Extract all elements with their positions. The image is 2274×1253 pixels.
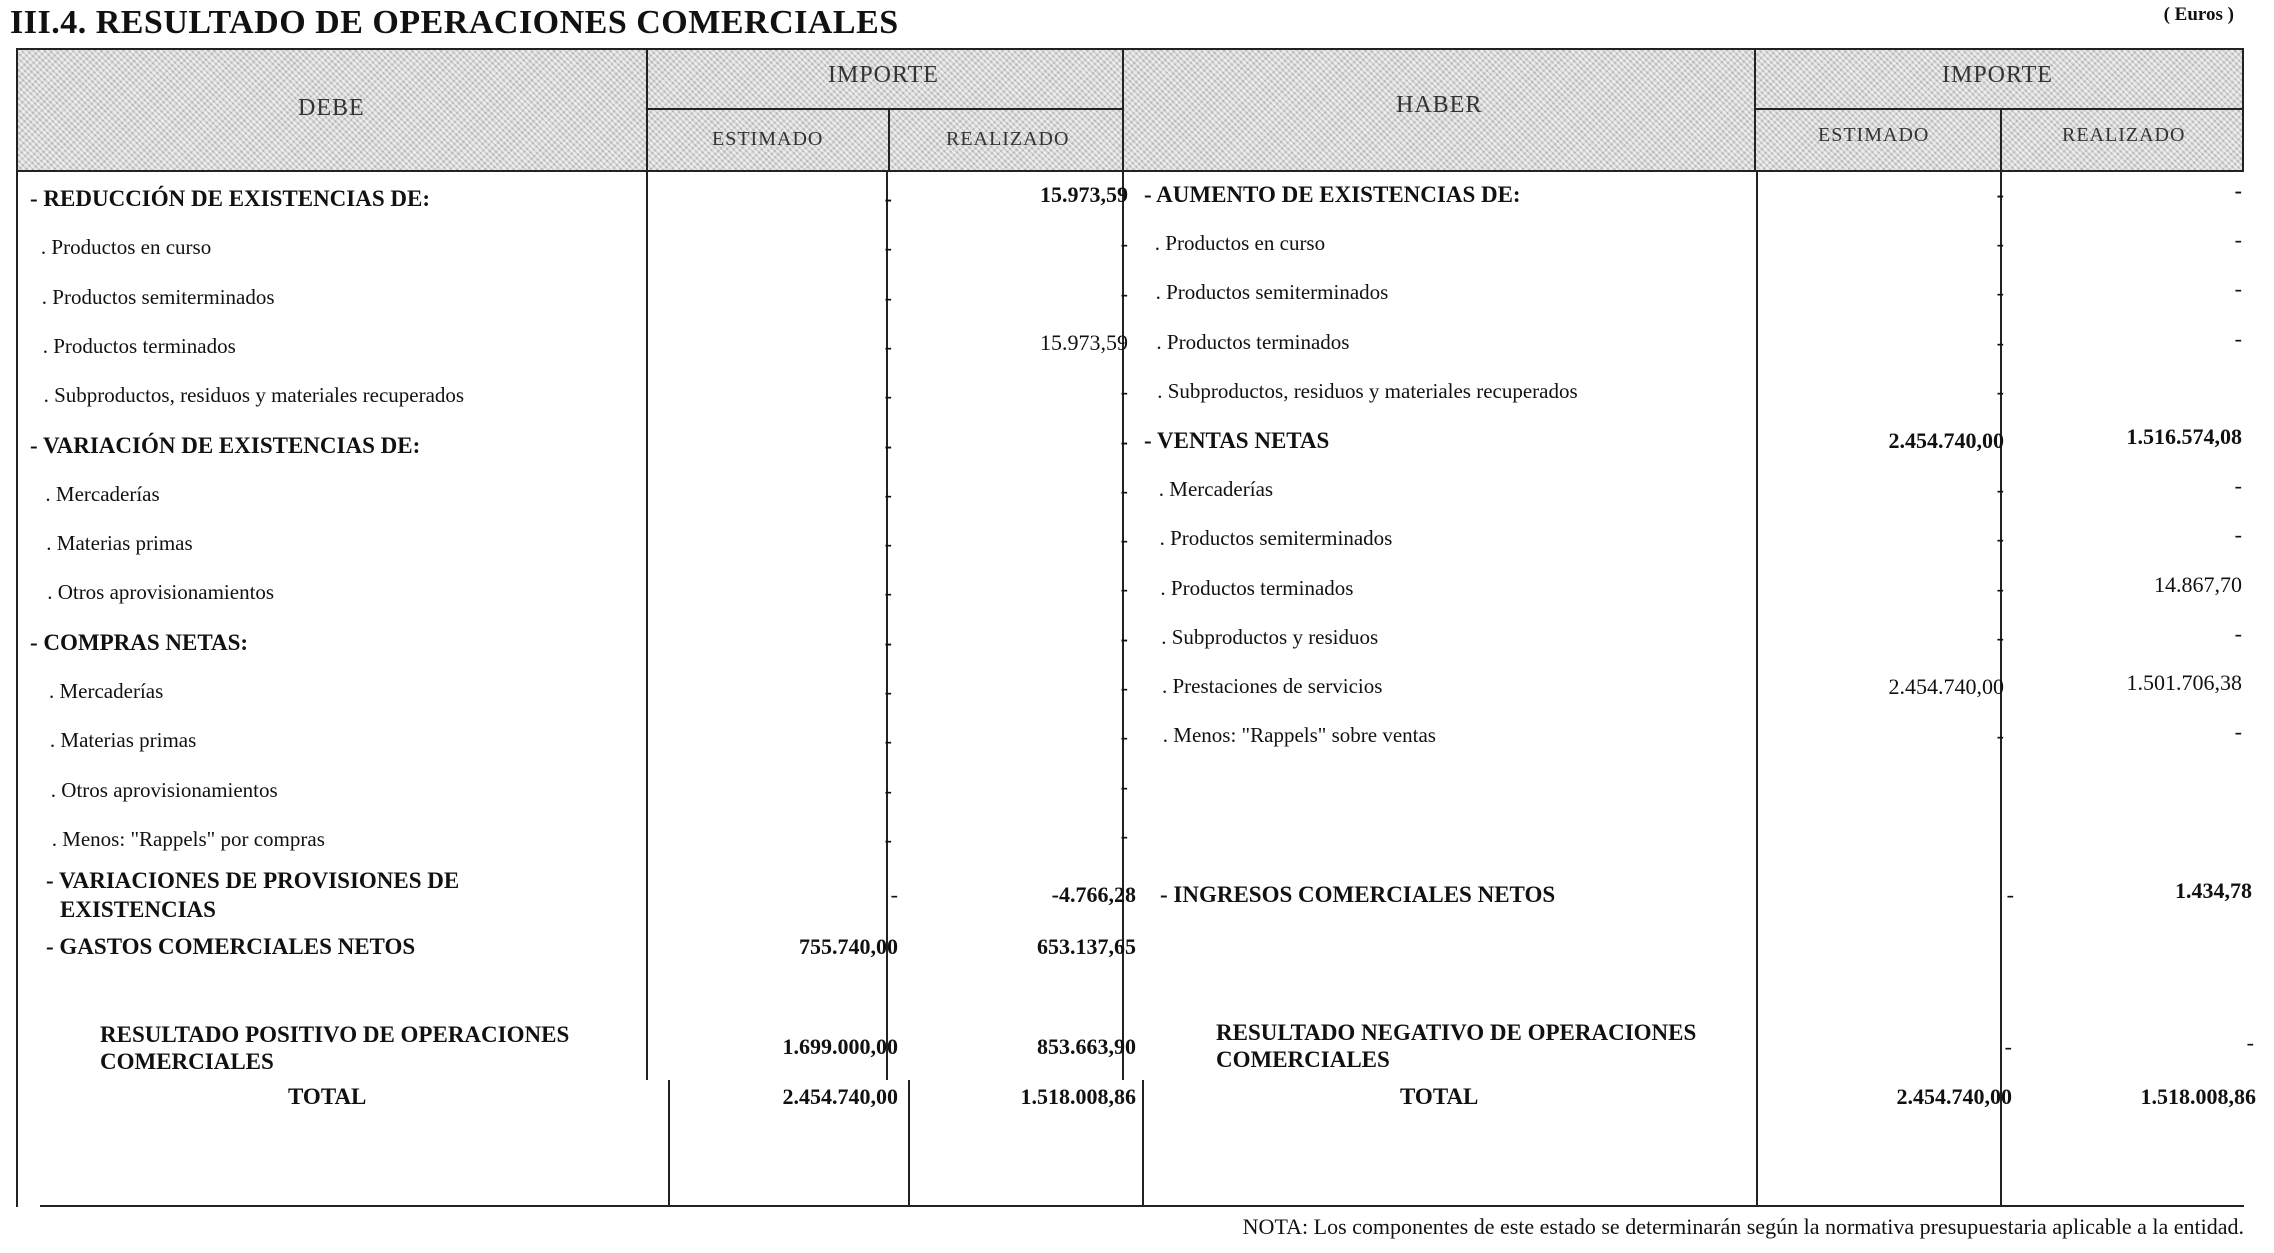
header-debe-importe — [646, 48, 1124, 172]
haber-row-label: - VENTAS NETAS — [1144, 428, 1330, 453]
debe-row-label: . Materias primas — [49, 728, 197, 753]
debe-row-label: . Productos terminados — [42, 333, 236, 358]
header-importe-divider-2 — [1756, 108, 2242, 110]
haber-row-realizado: - — [2234, 522, 2242, 548]
haber-row-realizado: - — [2234, 276, 2242, 302]
haber-row-realizado: - — [2234, 227, 2242, 253]
haber-row-realizado: - — [2234, 719, 2242, 745]
col-line-debe-realizado-lower — [668, 1080, 670, 1205]
debe-gastos-label: - GASTOS COMERCIALES NETOS — [46, 934, 416, 959]
haber-total-label: TOTAL — [1400, 1084, 1479, 1109]
haber-row-realizado: - — [2234, 325, 2242, 351]
haber-row-label: . Menos: "Rappels" sobre ventas — [1162, 723, 1436, 748]
debe-provisiones-realizado: -4.766,28 — [1051, 882, 1136, 907]
haber-ingresos-realizado: 1.434,78 — [2175, 878, 2252, 903]
haber-resultado-estimado: - — [2004, 1034, 2012, 1059]
debe-row-realizado: - — [1120, 724, 1128, 750]
debe-provisiones-line1: - VARIACIONES DE PROVISIONES DE — [46, 868, 460, 893]
debe-row-estimado: - — [884, 826, 892, 852]
debe-resultado-estimado: 1.699.000,00 — [782, 1034, 898, 1059]
haber-row-realizado: - — [2234, 178, 2242, 203]
page-title: III.4. RESULTADO DE OPERACIONES COMERCIALES — [10, 4, 899, 41]
debe-row-label: - VARIACIÓN DE EXISTENCIAS DE: — [30, 432, 421, 458]
debe-row-label: . Otros aprovisionamientos — [47, 580, 275, 605]
haber-row-estimado: 2.454.740,00 — [1888, 428, 2004, 453]
haber-row-estimado: - — [1996, 575, 2004, 601]
haber-row-estimado: - — [1996, 280, 2004, 306]
debe-row-estimado: - — [884, 777, 892, 803]
debe-row-label: . Mercaderías — [49, 679, 164, 703]
haber-ingresos-estimado: - — [2006, 882, 2014, 907]
col-line-debe-realizado-lower-2 — [908, 1080, 910, 1205]
haber-total-estimado: 2.454.740,00 — [1896, 1084, 2012, 1109]
debe-row-realizado: - — [1120, 675, 1128, 700]
debe-row-label: . Otros aprovisionamientos — [50, 777, 278, 802]
debe-row-realizado: - — [1120, 428, 1128, 454]
header-realizado-label-2: REALIZADO — [2062, 124, 2186, 146]
header-realizado-label: REALIZADO — [946, 128, 1070, 150]
debe-row-estimado: - — [884, 629, 892, 655]
header-importe-col-divider — [888, 108, 890, 170]
debe-row-realizado: - — [1120, 379, 1128, 405]
haber-row-label: . Subproductos y residuos — [1161, 624, 1379, 649]
header-estimado-label: ESTIMADO — [712, 128, 824, 150]
debe-row-realizado: 15.973,59 — [1040, 182, 1128, 207]
debe-row-realizado: - — [1120, 625, 1128, 651]
debe-resultado-line1: RESULTADO POSITIVO DE OPERACIONES — [100, 1022, 570, 1047]
haber-resultado-realizado: - — [2246, 1030, 2254, 1055]
haber-row-label: . Productos semiterminados — [1155, 280, 1389, 305]
haber-row-label: - AUMENTO DE EXISTENCIAS DE: — [1144, 182, 1521, 207]
header-haber-importe — [1754, 48, 2244, 172]
debe-resultado-line2: COMERCIALES — [100, 1049, 274, 1074]
debe-row-realizado: - — [1120, 576, 1128, 602]
debe-provisiones-estimado: - — [890, 882, 898, 907]
haber-row-realizado: 1.516.574,08 — [2126, 424, 2242, 449]
debe-row-label: - COMPRAS NETAS: — [30, 629, 249, 655]
haber-row-estimado: - — [1996, 182, 2004, 207]
debe-row-estimado: - — [884, 432, 892, 458]
debe-row-estimado: - — [884, 284, 892, 310]
haber-row-estimado: - — [1996, 477, 2004, 503]
debe-row-estimado: - — [884, 580, 892, 606]
debe-row-label: - REDUCCIÓN DE EXISTENCIAS DE: — [30, 186, 431, 211]
haber-row-realizado: 14.867,70 — [2154, 571, 2242, 597]
header-importe-divider — [648, 108, 1122, 110]
haber-row-estimado: 2.454.740,00 — [1888, 674, 2004, 699]
debe-row-label: . Mercaderías — [45, 481, 160, 506]
debe-row-realizado: - — [1120, 773, 1128, 799]
table-bottom-line — [40, 1205, 2244, 1207]
debe-resultado-realizado: 853.663,90 — [1037, 1034, 1136, 1059]
haber-row-realizado: - — [2234, 473, 2242, 499]
footnote: NOTA: Los componentes de este estado se determinarán según la normativa presupuestaria aplicable a la entidad. — [1242, 1214, 2244, 1239]
col-line-haber-estimado — [1756, 172, 1758, 1207]
header-estimado-label-2: ESTIMADO — [1818, 124, 1930, 146]
header-debe-label: DEBE — [298, 95, 365, 121]
debe-row-estimado: - — [884, 186, 892, 211]
haber-ingresos-label: - INGRESOS COMERCIALES NETOS — [1160, 882, 1556, 907]
debe-row-estimado: - — [884, 235, 892, 261]
header-importe-label-2: IMPORTE — [1942, 62, 2053, 88]
col-line-debe-estimado — [646, 172, 648, 1080]
haber-row-label: . Subproductos, residuos y materiales recuperados — [1157, 378, 1578, 403]
debe-row-label: . Materias primas — [46, 531, 193, 556]
debe-row-realizado: - — [1120, 231, 1128, 257]
debe-total-realizado: 1.518.008,86 — [1020, 1084, 1136, 1109]
debe-row-estimado: - — [884, 333, 892, 359]
debe-row-realizado: - — [1120, 822, 1128, 848]
header-importe-col-divider-2 — [2000, 108, 2002, 170]
haber-row-estimado: - — [1996, 526, 2004, 552]
debe-row-estimado: - — [884, 481, 892, 507]
units-label: ( Euros ) — [2163, 4, 2234, 25]
header-importe-label: IMPORTE — [828, 62, 939, 88]
haber-row-estimado: - — [1996, 378, 2004, 404]
debe-row-label: . Productos en curso — [40, 235, 212, 260]
debe-row-estimado: - — [884, 728, 892, 754]
debe-gastos-realizado: 653.137,65 — [1037, 934, 1136, 959]
debe-row-estimado: - — [884, 383, 892, 409]
haber-row-estimado: - — [1996, 624, 2004, 650]
haber-row-label: . Productos terminados — [1156, 329, 1350, 354]
debe-total-estimado: 2.454.740,00 — [782, 1084, 898, 1109]
header-debe — [16, 48, 648, 172]
haber-row-realizado: 1.501.706,38 — [2126, 670, 2242, 695]
debe-row-realizado: 15.973,59 — [1040, 329, 1128, 355]
haber-row-label: . Prestaciones de servicios — [1162, 674, 1383, 698]
debe-row-estimado: - — [884, 679, 892, 704]
haber-row-realizado: - — [2234, 620, 2242, 646]
haber-row-label: . Productos semiterminados — [1159, 526, 1393, 551]
header-haber — [1122, 48, 1756, 172]
haber-row-label: . Productos terminados — [1160, 575, 1354, 600]
debe-gastos-estimado: 755.740,00 — [799, 934, 898, 959]
haber-row-label: . Mercaderías — [1158, 477, 1274, 502]
header-haber-label: HABER — [1396, 92, 1483, 118]
haber-row-label: . Productos en curso — [1154, 231, 1326, 256]
debe-row-label: . Productos semiterminados — [41, 284, 275, 309]
haber-row-estimado: - — [1996, 231, 2004, 257]
debe-row-label: . Subproductos, residuos y materiales recuperados — [43, 383, 465, 408]
haber-row-estimado: - — [1996, 329, 2004, 355]
haber-resultado-line1: RESULTADO NEGATIVO DE OPERACIONES — [1216, 1020, 1697, 1045]
haber-total-realizado: 1.518.008,86 — [2140, 1084, 2256, 1109]
debe-row-realizado: - — [1120, 280, 1128, 306]
debe-row-realizado: - — [1120, 477, 1128, 503]
debe-total-label: TOTAL — [288, 1084, 367, 1109]
col-line-haber-start-lower — [1142, 1080, 1144, 1205]
debe-row-label: . Menos: "Rappels" por compras — [51, 826, 325, 851]
debe-provisiones-line2: EXISTENCIAS — [60, 897, 216, 922]
debe-row-estimado: - — [884, 531, 892, 557]
haber-row-estimado: - — [1996, 723, 2004, 749]
haber-resultado-line2: COMERCIALES — [1216, 1047, 1390, 1072]
debe-row-realizado: - — [1120, 527, 1128, 553]
